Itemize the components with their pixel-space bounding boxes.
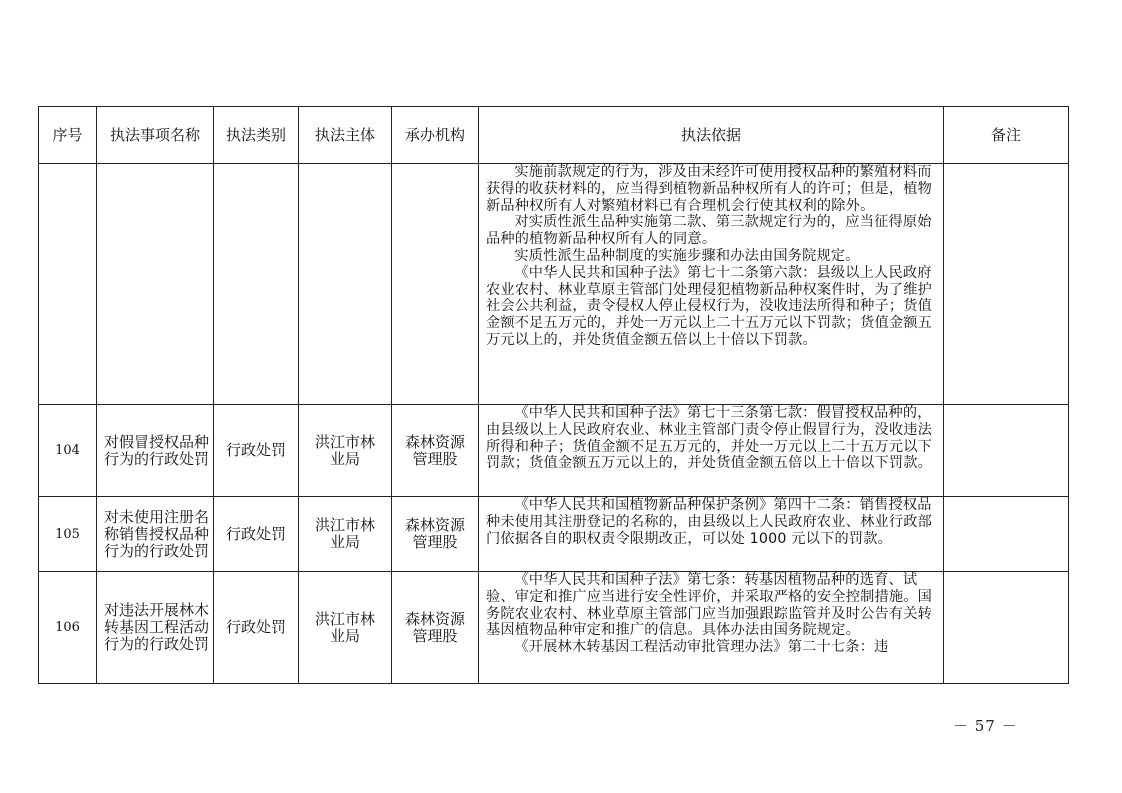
cell-category: 行政处罚	[214, 572, 299, 684]
cell-remark	[944, 497, 1069, 572]
header-remark: 备注	[944, 107, 1069, 164]
basis-paragraph: 《中华人民共和国植物新品种保护条例》第四十二条：销售授权品种未使用其注册登记的名称的，由县级以上人民政府农业、林业行政部门依据各自的职权责令限期改正，可以处 1000 元以下的罚款。	[486, 497, 933, 547]
cell-basis	[479, 497, 944, 572]
header-item-name: 执法事项名称	[97, 107, 214, 164]
header-basis: 执法依据	[479, 107, 944, 164]
table-row	[39, 572, 1069, 684]
cell-subject	[299, 164, 392, 405]
cell-agency	[392, 497, 479, 572]
cell-category: 行政处罚	[214, 405, 299, 497]
cell-subject	[299, 497, 392, 572]
cell-number: 105	[39, 497, 97, 572]
cell-category: 行政处罚	[214, 497, 299, 572]
table-row	[39, 497, 1069, 572]
basis-paragraph: 实施前款规定的行为，涉及由未经许可使用授权品种的繁殖材料而获得的收获材料的，应当得到植物新品种权所有人的许可；但是，植物新品种权所有人对繁殖材料已有合理机会行使其权利的除外。	[486, 164, 933, 214]
header-category: 执法类别	[214, 107, 299, 164]
subject-text: 洪江市林业局	[314, 609, 375, 645]
cell-number	[39, 164, 97, 405]
basis-paragraph: 《中华人民共和国种子法》第七十三条第七款：假冒授权品种的，由县级以上人民政府农业、林业主管部门责令停止假冒行为，没收违法所得和种子；货值金额不足五万元的，并处一万元以上二十五万元以下罚款；货值金额五万元以上的，并处货值金额五倍以上十倍以下罚款。	[486, 405, 933, 472]
basis-paragraph: 实质性派生品种制度的实施步骤和办法由国务院规定。	[514, 247, 860, 264]
header-number: 序号	[39, 107, 97, 164]
cell-remark	[944, 164, 1069, 405]
cell-remark	[944, 405, 1069, 497]
cell-item-name	[97, 164, 214, 405]
cell-item-name: 对未使用注册名称销售授权品种行为的行政处罚	[97, 497, 214, 572]
cell-basis	[479, 572, 944, 684]
basis-paragraph: 《开展林木转基因工程活动审批管理办法》第二十七条：违	[514, 639, 889, 656]
cell-category	[214, 164, 299, 405]
subject-text: 洪江市林业局	[314, 432, 375, 468]
header-subject: 执法主体	[299, 107, 392, 164]
cell-number: 104	[39, 405, 97, 497]
agency-text: 森林资源管理股	[404, 432, 465, 468]
cell-item-name: 对假冒授权品种行为的行政处罚	[97, 405, 214, 497]
cell-remark	[944, 572, 1069, 684]
basis-paragraph: 《中华人民共和国种子法》第七条：转基因植物品种的选育、试验、审定和推广应当进行安全性评价，并采取严格的安全控制措施。国务院农业农村、林业草原主管部门应当加强跟踪监管并及时公告有关转基因植物品种审定和推广的信息。具体办法由国务院规定。	[486, 572, 933, 639]
cell-agency	[392, 405, 479, 497]
table-row	[39, 405, 1069, 497]
cell-item-name: 对违法开展林木转基因工程活动行为的行政处罚	[97, 572, 214, 684]
table-row-continuation	[39, 164, 1069, 405]
subject-text: 洪江市林业局	[314, 516, 375, 551]
cell-agency	[392, 572, 479, 684]
agency-text: 森林资源管理股	[404, 516, 465, 551]
enforcement-table	[38, 106, 1069, 684]
cell-subject	[299, 572, 392, 684]
basis-paragraph: 对实质性派生品种实施第二款、第三款规定行为的，应当征得原始品种的植物新品种权所有人的同意。	[486, 214, 932, 248]
cell-basis	[479, 164, 944, 405]
header-row	[39, 107, 1069, 164]
cell-agency	[392, 164, 479, 405]
cell-number: 106	[39, 572, 97, 684]
basis-paragraph: 《中华人民共和国种子法》第七十二条第六款：县级以上人民政府农业农村、林业草原主管部门处理侵犯植物新品种权案件时，为了维护社会公共利益，责令侵权人停止侵权行为，没收违法所得和种子；货值金额不足五万元的，并处一万元以上二十五万元以下罚款；货值金额五万元以上的，并处货值金额五倍以上十倍以下罚款。	[486, 264, 933, 348]
cell-subject	[299, 405, 392, 497]
cell-basis	[479, 405, 944, 497]
header-agency: 承办机构	[392, 107, 479, 164]
page-number: － 57 －	[953, 717, 1018, 735]
agency-text: 森林资源管理股	[404, 609, 465, 645]
